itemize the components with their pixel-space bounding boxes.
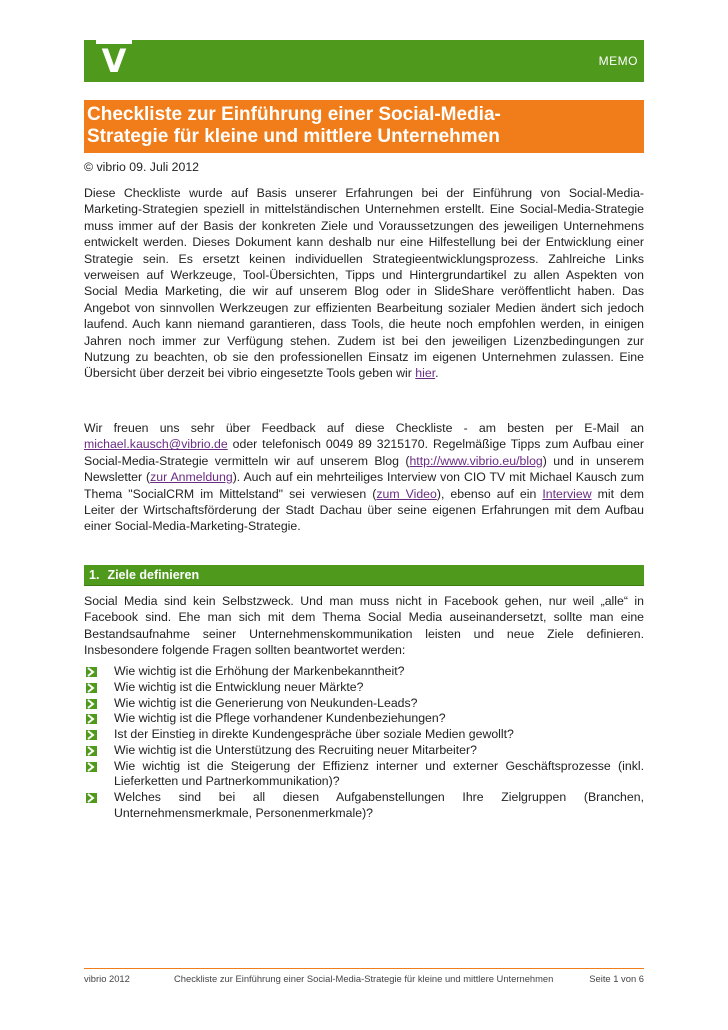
blog-link[interactable]: http://www.vibrio.eu/blog — [409, 453, 543, 468]
feedback-text-4: ). Auch auf ein mehrteiliges Interview von CIO TV mit Michael Kausch zum Thema "SocialCRM im Mittelstand" sei verwiesen ( — [84, 470, 644, 501]
arrow-bullet-icon — [86, 714, 97, 724]
newsletter-link[interactable]: zur Anmeldung — [150, 470, 233, 485]
question-list — [84, 664, 644, 821]
feedback-text-5: ), ebenso auf ein — [436, 486, 537, 501]
arrow-bullet-icon — [86, 699, 97, 709]
title-line-2: Strategie für kleine und mittlere Unternehmen — [87, 126, 500, 147]
list-item: Welches sind bei all diesen Aufgabenstellungen Ihre Zielgruppen (Branchen, Unternehmensmerkmale, Personenmerkmale)? — [84, 790, 644, 821]
header-bar — [84, 40, 644, 82]
page-footer — [84, 968, 644, 984]
intro-paragraph — [84, 185, 644, 382]
section-heading-bar — [84, 565, 644, 586]
intro-text: Diese Checkliste wurde auf Basis unserer Erfahrungen bei der Einführung von Social-Media-Marketing-Strategien speziell in mittelständischen Unternehmen erstellt. Eine Social-Media-Strategie muss immer auf der Basis der konkreten Ziele und Voraussetzungen des jeweiligen Unternehmens entwickelt werden. Dieses Dokument kann deshalb nur eine Hilfestellung bei der Entwicklung einer Strategie sein. Es ersetzt keinen individuellen Strategieentwicklungsprozess. Zahlreiche Links verweisen auf Werkzeuge, Tool-Übersichten, Tipps und Hintergrundartikel zu allen Aspekten von Social Media Marketing, die wir auf unserem Blog oder in SlideShare veröffentlicht haben. Das Angebot von sinnvollen Werkzeugen zur effizienten Bearbeitung sozialer Medien ändert sich jedoch laufend. Auch kann niemand garantieren, dass Tools, die heute noch empfohlen werden, in einigen Jahren noch immer zur Verfügung stehen. Zudem ist bei den jeweiligen Lizenzbedingungen zur Nutzung zu beachten, ob sie den professionellen Einsatz im eigenen Unternehmen zulassen. Eine Übersicht über derzeit bei vibrio eingesetzte Tools geben wir — [84, 186, 644, 381]
list-item: Wie wichtig ist die Erhöhung der Markenbekanntheit? — [84, 664, 644, 680]
arrow-bullet-icon — [86, 730, 97, 740]
intro-end: . — [435, 366, 439, 381]
document-date: © vibrio 09. Juli 2012 — [84, 160, 200, 174]
arrow-bullet-icon — [86, 746, 97, 756]
arrow-bullet-icon — [86, 762, 97, 772]
memo-label: MEMO — [598, 54, 638, 68]
logo-letter: V — [101, 42, 127, 80]
list-item: Wie wichtig ist die Generierung von Neukunden-Leads? — [84, 696, 644, 712]
list-item: Wie wichtig ist die Unterstützung des Recruiting neuer Mitarbeiter? — [84, 743, 644, 759]
footer-page-number: Seite 1 von 6 — [589, 973, 644, 984]
email-link[interactable]: michael.kausch@vibrio.de — [84, 437, 228, 452]
feedback-paragraph — [84, 420, 644, 535]
list-item: Wie wichtig ist die Entwicklung neuer Märkte? — [84, 680, 644, 696]
title-box — [84, 100, 644, 153]
feedback-text-6: mit dem Leiter der Wirtschaftsförderung der Stadt Dachau über seine eigenen Erfahrungen mit dem Aufbau einer Social-Media-Marketing-Strategie. — [84, 486, 644, 534]
list-item: Ist der Einstieg in direkte Kundengespräche über soziale Medien gewollt? — [84, 727, 644, 743]
interview-link[interactable]: Interview — [542, 486, 592, 501]
arrow-bullet-icon — [86, 683, 97, 693]
document-title — [87, 104, 640, 148]
footer-copyright: vibrio 2012 — [84, 973, 130, 984]
vibrio-logo — [96, 40, 132, 82]
section-heading: Ziele definieren — [107, 567, 200, 582]
feedback-text-3: ) und in unserem Newsletter ( — [84, 453, 644, 485]
footer-document-title: Checkliste zur Einführung einer Social-Media-Strategie für kleine und mittlere Unternehmen — [174, 973, 554, 984]
list-item: Wie wichtig ist die Steigerung der Effizienz interner und externer Geschäftsprozesse (inkl. Lieferketten und Partnerkommunikation)? — [84, 759, 644, 790]
list-item: Wie wichtig ist die Pflege vorhandener Kundenbeziehungen? — [84, 711, 644, 727]
section-number: 1. — [89, 567, 100, 582]
tools-link[interactable]: hier — [415, 366, 436, 381]
title-line-1: Checkliste zur Einführung einer Social-Media- — [87, 104, 501, 125]
arrow-bullet-icon — [86, 667, 97, 677]
feedback-text-2: oder telefonisch 0049 89 3215170. Regelmäßige Tipps zum Aufbau einer Social-Media-Strategie vermitteln wir auf unserem Blog ( — [84, 437, 644, 468]
feedback-text-1: Wir freuen uns sehr über Feedback auf diese Checkliste - am besten per E-Mail an — [84, 420, 644, 435]
section-intro: Social Media sind kein Selbstzweck. Und man muss nicht in Facebook gehen, nur weil „alle“ in Facebook sind. Ehe man sich mit dem Thema Social Media auseinandersetzt, sollte man eine Bestandsaufnahme seiner Unternehmenskommunikation leisten und neue Ziele definieren. Insbesondere folgende Fragen sollten beantwortet werden: — [84, 593, 644, 657]
video-link[interactable]: zum Video — [376, 486, 437, 501]
memo-page — [84, 40, 644, 821]
arrow-bullet-icon — [86, 793, 97, 803]
